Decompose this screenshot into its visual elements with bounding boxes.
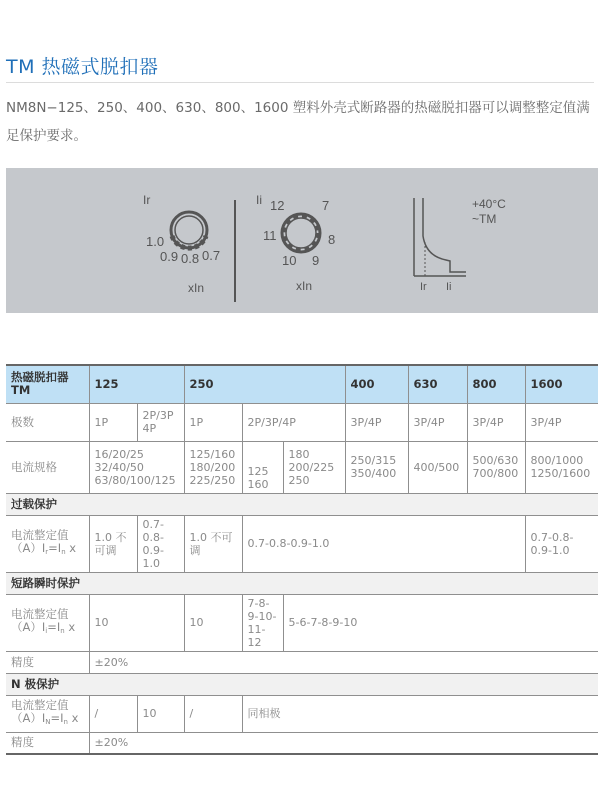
neutral-accuracy-label: 精度 xyxy=(6,732,89,754)
short-circuit-250-a-l2: 9-10- xyxy=(247,609,277,623)
poles-125-multi xyxy=(137,403,184,441)
ir-dial xyxy=(143,193,220,295)
section-neutral xyxy=(6,673,598,695)
section-overload-title: 过载保护 xyxy=(6,493,598,515)
overload-125-multi xyxy=(137,515,184,572)
svg-text:0.8: 0.8 xyxy=(181,251,200,266)
svg-text:11: 11 xyxy=(263,228,277,243)
table-row-poles xyxy=(6,403,598,441)
overload-label-l2: $(A)I_r=I_n$ x xyxy=(11,540,77,556)
header-800: 800 xyxy=(467,365,525,403)
svg-text:Ii: Ii xyxy=(256,193,262,207)
poles-125-1p: 1P xyxy=(89,403,137,441)
svg-text:~TM: ~TM xyxy=(472,212,497,226)
svg-text:Ir: Ir xyxy=(420,281,427,293)
overload-label-l1: 电流整定值 xyxy=(11,527,69,542)
neutral-label-l1: 电流整定值 xyxy=(11,697,69,712)
short-circuit-label xyxy=(6,594,89,651)
rating-800-l1: 500/630 xyxy=(472,454,519,467)
trip-curve xyxy=(414,197,506,293)
rating-400-l1: 250/315 xyxy=(350,454,397,467)
rating-400-l2: 350/400 xyxy=(350,467,397,480)
trip-unit-diagram xyxy=(6,168,598,313)
short-circuit-label-l1: 电流整定值 xyxy=(11,606,69,621)
table-row-short-circuit-setting xyxy=(6,594,598,651)
poles-250-1p: 1P xyxy=(184,403,242,441)
rating-250-a-l2: 160 xyxy=(247,477,269,491)
svg-text:0.9: 0.9 xyxy=(160,249,179,264)
svg-text:1.0: 1.0 xyxy=(146,234,165,249)
table-row-rating xyxy=(6,441,598,493)
rating-630: 400/500 xyxy=(408,441,467,493)
header-125: 125 xyxy=(89,365,184,403)
rating-800-l2: 700/800 xyxy=(472,467,519,480)
overload-125-1p xyxy=(89,515,137,572)
neutral-rest: 同相极 xyxy=(242,695,598,732)
rating-125-l2: 32/40/50 xyxy=(94,460,144,474)
section-overload xyxy=(6,493,598,515)
svg-text:12: 12 xyxy=(270,198,285,213)
overload-125-multi-l2: 0.8- xyxy=(142,530,164,544)
short-circuit-250-a-l3: 11-12 xyxy=(247,622,266,649)
overload-250-1p xyxy=(184,515,242,572)
svg-text:9: 9 xyxy=(312,253,320,268)
rating-800 xyxy=(467,441,525,493)
header-label xyxy=(6,365,89,403)
overload-125-multi-l3: 0.9-1.0 xyxy=(142,543,164,570)
rating-1600 xyxy=(525,441,598,493)
rating-1600-l2: 1250/1600 xyxy=(530,467,591,480)
overload-125-1p-l1: 1.0 不 xyxy=(94,530,127,544)
neutral-250-1p: / xyxy=(184,695,242,732)
overload-mid: 0.7-0.8-0.9-1.0 xyxy=(242,515,525,572)
header-630: 630 xyxy=(408,365,467,403)
overload-label xyxy=(6,515,89,572)
section-neutral-title: N 极保护 xyxy=(6,673,598,695)
rating-250-1p xyxy=(184,441,242,493)
poles-630: 3P/4P xyxy=(408,403,467,441)
svg-text:10: 10 xyxy=(282,253,297,268)
rating-250-1p-l2: 180/200 xyxy=(189,460,236,474)
rating-250-1p-l3: 225/250 xyxy=(189,473,236,487)
table-row-overload-setting xyxy=(6,515,598,572)
table-row-short-circuit-accuracy xyxy=(6,651,598,673)
rating-400 xyxy=(345,441,408,493)
neutral-125-multi: 10 xyxy=(137,695,184,732)
rating-250-b-l3: 250 xyxy=(288,473,310,487)
section-short-circuit-title: 短路瞬时保护 xyxy=(6,572,598,594)
table-row-neutral-setting xyxy=(6,695,598,732)
neutral-125-1p: / xyxy=(89,695,137,732)
short-circuit-accuracy-label: 精度 xyxy=(6,651,89,673)
poles-125-multi-l2: 4P xyxy=(142,422,157,435)
rating-250-a-l1: 125 xyxy=(247,464,269,478)
table-header-row xyxy=(6,365,598,403)
rating-250-b xyxy=(283,441,345,493)
header-250: 250 xyxy=(184,365,345,403)
short-circuit-250-1p: 10 xyxy=(184,594,242,651)
neutral-label xyxy=(6,695,89,732)
rating-250-a xyxy=(242,441,283,493)
overload-1600 xyxy=(525,515,598,572)
short-circuit-125: 10 xyxy=(89,594,184,651)
rating-125 xyxy=(89,441,184,493)
overload-1600-l2: 0.9-1.0 xyxy=(530,543,570,557)
intro-paragraph: NM8N−125、250、400、630、800、1600 塑料外壳式断路器的热磁脱扣器可以调整整定值满足保护要求。 xyxy=(6,100,590,144)
short-circuit-label-l2: $(A)I_i=I_n$ x xyxy=(11,619,76,635)
ii-dial xyxy=(256,193,335,293)
poles-1600: 3P/4P xyxy=(525,403,598,441)
rating-250-b-l1: 180 xyxy=(288,447,310,461)
neutral-accuracy-value: ±20% xyxy=(89,732,598,754)
overload-250-1p-l1: 1.0 不可 xyxy=(189,530,233,544)
poles-400: 3P/4P xyxy=(345,403,408,441)
overload-250-1p-l2: 调 xyxy=(189,543,201,557)
svg-text:xIn: xIn xyxy=(188,281,205,295)
svg-text:7: 7 xyxy=(322,198,330,213)
rating-125-l3: 63/80/100/125 xyxy=(94,473,176,487)
poles-125-multi-l1: 2P/3P xyxy=(142,409,174,422)
overload-125-1p-l2: 可调 xyxy=(94,543,117,557)
short-circuit-250-a xyxy=(242,594,283,651)
header-label-line2: TM xyxy=(11,383,31,398)
svg-text:Ir: Ir xyxy=(143,193,151,207)
rating-125-l1: 16/20/25 xyxy=(94,447,144,461)
poles-800: 3P/4P xyxy=(467,403,525,441)
poles-label: 极数 xyxy=(6,403,89,441)
overload-125-multi-l1: 0.7- xyxy=(142,517,164,531)
header-400: 400 xyxy=(345,365,408,403)
rating-250-b-l2: 200/225 xyxy=(288,460,335,474)
short-circuit-250-a-l1: 7-8- xyxy=(247,596,270,610)
svg-text:0.7: 0.7 xyxy=(202,248,221,263)
section-short-circuit xyxy=(6,572,598,594)
rating-label: 电流规格 xyxy=(6,441,89,493)
poles-250-multi: 2P/3P/4P xyxy=(242,403,345,441)
short-circuit-accuracy-value: ±20% xyxy=(89,651,598,673)
svg-text:Ii: Ii xyxy=(446,281,452,293)
short-circuit-rest: 5-6-7-8-9-10 xyxy=(283,594,598,651)
table-row-neutral-accuracy xyxy=(6,732,598,754)
spec-table xyxy=(6,364,598,755)
svg-text:xIn: xIn xyxy=(296,279,313,293)
rating-250-1p-l1: 125/160 xyxy=(189,447,236,461)
header-1600: 1600 xyxy=(525,365,598,403)
neutral-label-l2: $(A)I_N=I_n$ x xyxy=(11,710,79,726)
header-label-line1: 热磁脱扣器 xyxy=(11,370,69,385)
svg-text:+40°C: +40°C xyxy=(472,197,506,211)
svg-text:8: 8 xyxy=(328,232,336,247)
rating-1600-l1: 800/1000 xyxy=(530,454,584,467)
title-divider xyxy=(6,82,594,83)
page-title: TM 热磁式脱扣器 xyxy=(6,56,159,78)
overload-1600-l1: 0.7-0.8- xyxy=(530,530,574,544)
